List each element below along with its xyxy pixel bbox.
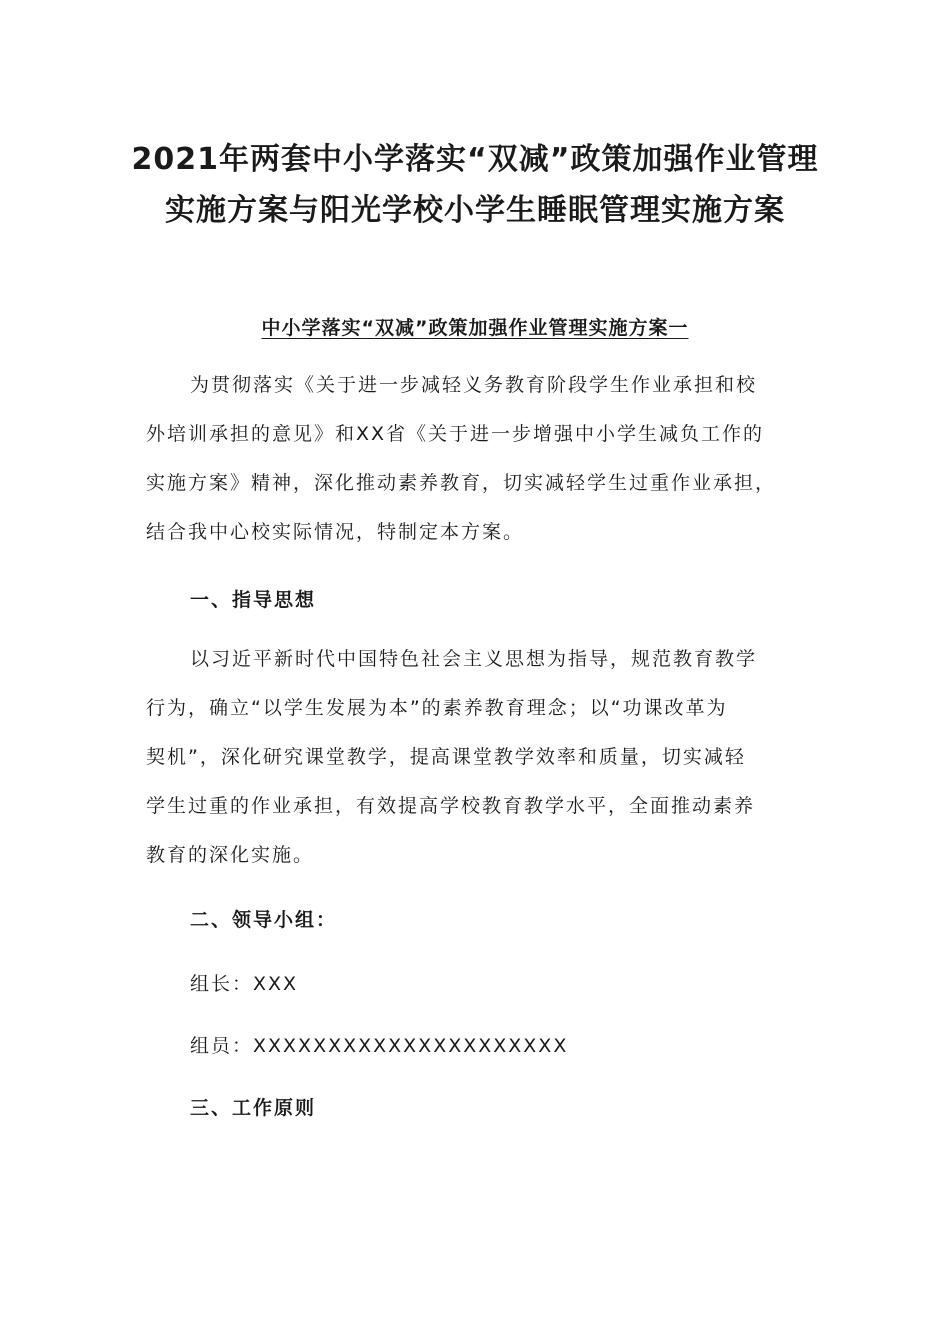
section-subtitle — [0, 313, 950, 340]
section-heading-work-principles: 三、工作原则 — [190, 1097, 317, 1119]
section-heading-guiding-ideology: 一、指导思想 — [190, 589, 317, 611]
intro-paragraph — [146, 361, 826, 557]
paragraph-line: 学生过重的作业承担，有效提高学校教育教学水平，全面推动素养 — [146, 795, 756, 817]
paragraph-line: 结合我中心校实际情况，特制定本方案。 — [146, 521, 525, 543]
paragraph-line: 实施方案》精神，深化推动素养教育，切实减轻学生过重作业承担， — [146, 472, 777, 494]
paragraph-line: 外培训承担的意见》和XX省《关于进一步增强中小学生减负工作的 — [146, 423, 765, 445]
document-title-line-1: 2021年两套中小学落实“双减”政策加强作业管理 — [131, 142, 819, 177]
group-leader-line: 组长：XXX — [190, 973, 299, 995]
group-members-line: 组员：XXXXXXXXXXXXXXXXXXXXX — [190, 1035, 569, 1057]
paragraph-line: 教育的深化实施。 — [146, 844, 315, 866]
document-title-line-2: 实施方案与阳光学校小学生睡眠管理实施方案 — [165, 193, 785, 228]
paragraph-line: 为贯彻落实《关于进一步减轻义务教育阶段学生作业承担和校 — [190, 374, 758, 396]
subtitle-text: 中小学落实“双减”政策加强作业管理实施方案一 — [261, 317, 689, 339]
paragraph-line: 契机”，深化研究课堂教学，提高课堂教学效率和质量，切实减轻 — [146, 746, 746, 768]
section-heading-leadership-group: 二、领导小组： — [190, 909, 338, 931]
paragraph-line: 行为，确立“以学生发展为本”的素养教育理念；以“功课改革为 — [146, 697, 728, 719]
paragraph-line: 以习近平新时代中国特色社会主义思想为指导，规范教育教学 — [190, 648, 758, 670]
guiding-ideology-paragraph — [146, 635, 826, 880]
